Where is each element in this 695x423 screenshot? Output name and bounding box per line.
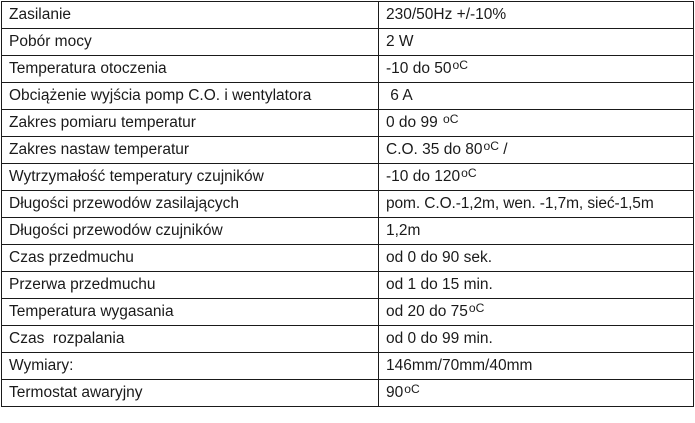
value-text: 1,2m xyxy=(386,222,421,239)
value-text: pom. C.O.-1,2m, wen. -1,7m, sieć-1,5m xyxy=(386,195,654,212)
parameter-name: Zakres pomiaru temperatur xyxy=(2,110,379,137)
value-text: -10 do 50 xyxy=(386,60,452,77)
parameter-value xyxy=(379,110,694,137)
unit-degrees-celsius: oC xyxy=(404,382,420,397)
parameter-value xyxy=(379,29,694,56)
unit-degrees-celsius: oC xyxy=(483,139,499,154)
parameter-value xyxy=(379,245,694,272)
parameter-value xyxy=(379,380,694,407)
parameter-name: Wymiary: xyxy=(2,353,379,380)
table-row xyxy=(2,164,694,191)
value-text: od 20 do 75 xyxy=(386,303,468,320)
parameter-name: Pobór mocy xyxy=(2,29,379,56)
parameter-value xyxy=(379,137,694,164)
unit-degrees-celsius: oC xyxy=(468,301,485,316)
specification-table xyxy=(1,1,694,407)
parameter-value xyxy=(379,191,694,218)
parameter-value xyxy=(379,218,694,245)
table-row xyxy=(2,110,694,137)
value-text: 2 W xyxy=(386,33,414,50)
parameter-value xyxy=(379,2,694,29)
parameter-name: Czas przedmuchu xyxy=(2,245,379,272)
parameter-value xyxy=(379,56,694,83)
parameter-name: Temperatura otoczenia xyxy=(2,56,379,83)
table-row xyxy=(2,353,694,380)
unit-degrees-celsius: oC xyxy=(461,166,477,181)
value-text: 90 xyxy=(386,384,404,401)
unit-degrees-celsius: oC xyxy=(452,58,468,73)
parameter-value xyxy=(379,299,694,326)
parameter-name: Temperatura wygasania xyxy=(2,299,379,326)
value-text: 0 do 99 xyxy=(386,114,443,131)
parameter-value xyxy=(379,272,694,299)
table-row xyxy=(2,191,694,218)
value-text: 146mm/70mm/40mm xyxy=(386,357,533,374)
value-text: 230/50Hz +/-10% xyxy=(386,6,507,23)
table-row xyxy=(2,2,694,29)
parameter-value xyxy=(379,326,694,353)
parameter-name: Czas rozpalania xyxy=(2,326,379,353)
value-suffix: / xyxy=(498,141,508,158)
value-text: 6 A xyxy=(386,87,413,104)
value-text: C.O. 35 do 80 xyxy=(386,141,483,158)
parameter-value xyxy=(379,164,694,191)
parameter-name: Zakres nastaw temperatur xyxy=(2,137,379,164)
parameter-name: Zasilanie xyxy=(2,2,379,29)
table-row xyxy=(2,380,694,407)
table-row xyxy=(2,56,694,83)
unit-degrees-celsius: oC xyxy=(443,112,459,127)
parameter-name: Długości przewodów zasilających xyxy=(2,191,379,218)
value-text: od 0 do 90 sek. xyxy=(386,249,492,266)
parameter-value xyxy=(379,353,694,380)
table-row xyxy=(2,29,694,56)
parameter-value xyxy=(379,83,694,110)
parameter-name: Termostat awaryjny xyxy=(2,380,379,407)
table-row xyxy=(2,83,694,110)
parameter-name: Długości przewodów czujników xyxy=(2,218,379,245)
parameter-name: Obciążenie wyjścia pomp C.O. i wentylatora xyxy=(2,83,379,110)
table-row xyxy=(2,299,694,326)
value-text: od 0 do 99 min. xyxy=(386,330,493,347)
table-row xyxy=(2,272,694,299)
parameter-name: Wytrzymałość temperatury czujników xyxy=(2,164,379,191)
table-row xyxy=(2,218,694,245)
value-text: od 1 do 15 min. xyxy=(386,276,493,293)
table-row xyxy=(2,326,694,353)
parameter-name: Przerwa przedmuchu xyxy=(2,272,379,299)
table-row xyxy=(2,137,694,164)
value-text: -10 do 120 xyxy=(386,168,461,185)
table-row xyxy=(2,245,694,272)
